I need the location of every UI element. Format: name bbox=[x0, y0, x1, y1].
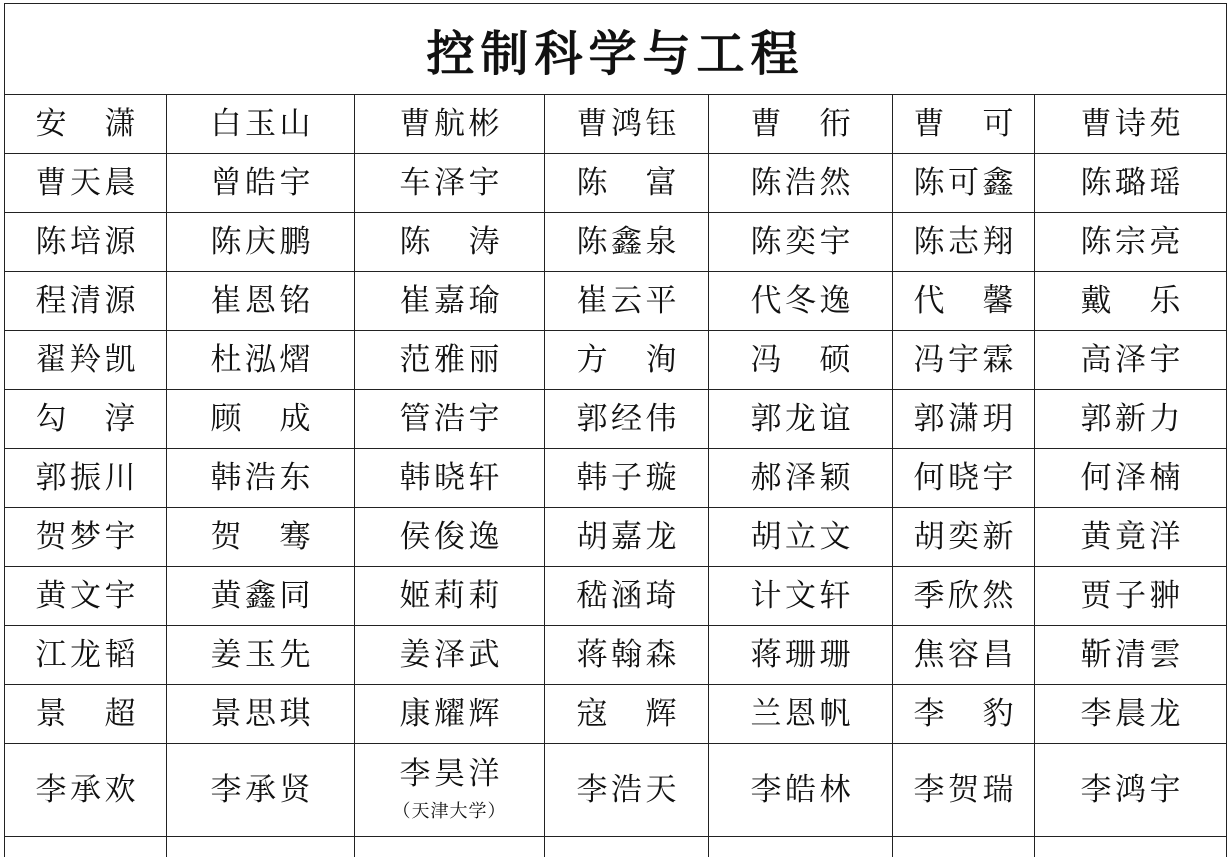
student-name: 方 洵 bbox=[577, 343, 677, 377]
student-name: 冯 硕 bbox=[751, 343, 851, 377]
student-name: 贺 骞 bbox=[211, 520, 311, 554]
student-name: 崔 云 平 bbox=[577, 284, 677, 318]
name-cell bbox=[1035, 626, 1227, 685]
student-name: 嵇 涵 琦 bbox=[577, 579, 677, 613]
student-name: 李 浩 天 bbox=[577, 773, 677, 807]
student-name: 黄 文 宇 bbox=[36, 579, 136, 613]
name-cell bbox=[355, 331, 545, 390]
name-cell bbox=[709, 626, 893, 685]
student-name: 安 潇 bbox=[36, 107, 136, 141]
name-cell bbox=[545, 449, 709, 508]
name-cell bbox=[355, 449, 545, 508]
student-name: 郭 龙 谊 bbox=[751, 402, 851, 436]
name-cell bbox=[355, 626, 545, 685]
name-cell bbox=[1035, 508, 1227, 567]
student-name: 郭 经 伟 bbox=[577, 402, 677, 436]
name-cell bbox=[355, 744, 545, 837]
name-cell bbox=[1035, 154, 1227, 213]
name-cell bbox=[1035, 95, 1227, 154]
student-name: 李 晨 龙 bbox=[1081, 697, 1181, 731]
name-cell bbox=[1035, 567, 1227, 626]
name-cell bbox=[545, 685, 709, 744]
student-name: 兰 恩 帆 bbox=[751, 697, 851, 731]
name-cell bbox=[5, 95, 167, 154]
name-cell bbox=[167, 272, 355, 331]
table-row bbox=[5, 744, 1227, 837]
student-name: 康 耀 辉 bbox=[400, 697, 500, 731]
name-cell bbox=[355, 95, 545, 154]
name-cell bbox=[5, 272, 167, 331]
name-cell bbox=[893, 837, 1035, 857]
student-name: 冯 宇 霖 bbox=[914, 343, 1014, 377]
student-name: 范 雅 丽 bbox=[400, 343, 500, 377]
student-name: 顾 成 bbox=[211, 402, 311, 436]
name-cell bbox=[5, 390, 167, 449]
student-name: 靳 清 雲 bbox=[1081, 638, 1181, 672]
name-cell bbox=[1035, 213, 1227, 272]
student-name: 侯 俊 逸 bbox=[400, 520, 500, 554]
name-cell bbox=[167, 390, 355, 449]
name-cell bbox=[545, 837, 709, 857]
table-row bbox=[5, 213, 1227, 272]
name-cell bbox=[167, 744, 355, 837]
name-cell bbox=[1035, 272, 1227, 331]
student-name: 李 皓 林 bbox=[751, 773, 851, 807]
student-list-document bbox=[4, 3, 1226, 852]
name-cell bbox=[545, 390, 709, 449]
name-cell bbox=[167, 567, 355, 626]
name-cell bbox=[1035, 331, 1227, 390]
name-cell bbox=[709, 508, 893, 567]
student-name: 崔 嘉 瑜 bbox=[400, 284, 500, 318]
name-cell bbox=[893, 95, 1035, 154]
student-name: 陈 可 鑫 bbox=[914, 166, 1014, 200]
name-cell bbox=[5, 508, 167, 567]
name-cell bbox=[545, 213, 709, 272]
student-name: 季 欣 然 bbox=[914, 579, 1014, 613]
table-row bbox=[5, 390, 1227, 449]
student-name: 高 泽 宇 bbox=[1081, 343, 1181, 377]
name-cell bbox=[545, 331, 709, 390]
student-name: 陈 涛 bbox=[400, 225, 500, 259]
name-cell bbox=[545, 626, 709, 685]
table-row bbox=[5, 567, 1227, 626]
student-name: 陈 富 bbox=[577, 166, 677, 200]
name-cell bbox=[893, 567, 1035, 626]
student-name: 程 清 源 bbox=[36, 284, 136, 318]
name-cell bbox=[5, 837, 167, 857]
name-cell bbox=[167, 626, 355, 685]
student-name: 寇 辉 bbox=[577, 697, 677, 731]
name-cell bbox=[355, 685, 545, 744]
student-name: 勾 淳 bbox=[36, 402, 136, 436]
student-name: 曾 皓 宇 bbox=[211, 166, 311, 200]
student-name: 曹 天 晨 bbox=[36, 166, 136, 200]
student-name: 曹 诗 苑 bbox=[1081, 107, 1181, 141]
name-cell bbox=[709, 95, 893, 154]
student-name: 代 馨 bbox=[914, 284, 1014, 318]
student-name: 陈 璐 瑶 bbox=[1081, 166, 1181, 200]
name-cell bbox=[545, 95, 709, 154]
name-cell bbox=[1035, 449, 1227, 508]
name-cell bbox=[709, 837, 893, 857]
student-name: 李 承 欢 bbox=[36, 773, 136, 807]
student-name: 李 承 贤 bbox=[211, 773, 311, 807]
name-cell bbox=[167, 331, 355, 390]
name-cell bbox=[355, 272, 545, 331]
table-row bbox=[5, 837, 1227, 857]
student-name: 胡 奕 新 bbox=[914, 520, 1014, 554]
name-cell bbox=[893, 390, 1035, 449]
name-cell bbox=[893, 744, 1035, 837]
name-cell bbox=[167, 154, 355, 213]
student-name: 黄 鑫 同 bbox=[211, 579, 311, 613]
student-name: 焦 容 昌 bbox=[914, 638, 1014, 672]
table-row bbox=[5, 626, 1227, 685]
page-title: 控制科学与工程 bbox=[427, 26, 805, 82]
student-name: 韩 晓 轩 bbox=[400, 461, 500, 495]
name-cell bbox=[5, 744, 167, 837]
student-name: 郭 新 力 bbox=[1081, 402, 1181, 436]
title-cell bbox=[5, 4, 1227, 95]
name-cell bbox=[5, 685, 167, 744]
student-name: 陈 浩 然 bbox=[751, 166, 851, 200]
table-row bbox=[5, 331, 1227, 390]
student-name: 曹 可 bbox=[914, 107, 1014, 141]
student-name: 计 文 轩 bbox=[751, 579, 851, 613]
student-name: 韩 浩 东 bbox=[211, 461, 311, 495]
student-name: 曹 鸿 钰 bbox=[577, 107, 677, 141]
student-name: 李 贺 瑞 bbox=[914, 773, 1014, 807]
student-name: 崔 恩 铭 bbox=[211, 284, 311, 318]
name-cell bbox=[1035, 685, 1227, 744]
name-cell bbox=[893, 331, 1035, 390]
name-cell bbox=[545, 508, 709, 567]
name-cell bbox=[709, 567, 893, 626]
name-cell bbox=[709, 390, 893, 449]
name-cell bbox=[893, 272, 1035, 331]
name-cell bbox=[1035, 837, 1227, 857]
name-cell bbox=[709, 213, 893, 272]
student-name: 管 浩 宇 bbox=[400, 402, 500, 436]
student-name: 景 思 琪 bbox=[211, 697, 311, 731]
student-name: 姬 莉 莉 bbox=[400, 579, 500, 613]
student-name: 翟 羚 凯 bbox=[36, 343, 136, 377]
name-cell bbox=[545, 154, 709, 213]
student-name: 陈 志 翔 bbox=[914, 225, 1014, 259]
student-name: 何 泽 楠 bbox=[1081, 461, 1181, 495]
name-cell bbox=[893, 626, 1035, 685]
student-name: 郝 泽 颖 bbox=[751, 461, 851, 495]
student-name: 贾 子 翀 bbox=[1081, 579, 1181, 613]
student-name: 江 龙 韬 bbox=[36, 638, 136, 672]
name-cell bbox=[167, 213, 355, 272]
student-name: 代 冬 逸 bbox=[751, 284, 851, 318]
student-name: 杜 泓 熠 bbox=[211, 343, 311, 377]
student-name: 陈 庆 鹏 bbox=[211, 225, 311, 259]
student-name: 胡 立 文 bbox=[751, 520, 851, 554]
name-cell bbox=[355, 508, 545, 567]
name-cell bbox=[5, 449, 167, 508]
name-cell bbox=[893, 213, 1035, 272]
affiliation-note: （天津大学） bbox=[393, 797, 507, 823]
table-row bbox=[5, 449, 1227, 508]
name-cell bbox=[167, 449, 355, 508]
table-row bbox=[5, 508, 1227, 567]
student-name: 胡 嘉 龙 bbox=[577, 520, 677, 554]
name-cell bbox=[893, 449, 1035, 508]
student-name: 李 鸿 宇 bbox=[1081, 773, 1181, 807]
name-cell bbox=[893, 508, 1035, 567]
student-name: 陈 宗 亮 bbox=[1081, 225, 1181, 259]
name-cell bbox=[893, 154, 1035, 213]
student-name: 曹 衎 bbox=[751, 107, 851, 141]
name-cell bbox=[709, 331, 893, 390]
table-row bbox=[5, 685, 1227, 744]
name-cell bbox=[355, 567, 545, 626]
student-name: 贺 梦 宇 bbox=[36, 520, 136, 554]
table-row bbox=[5, 272, 1227, 331]
name-cell bbox=[709, 449, 893, 508]
student-name: 车 泽 宇 bbox=[400, 166, 500, 200]
name-cell bbox=[893, 685, 1035, 744]
name-cell bbox=[167, 95, 355, 154]
student-name: 戴 乐 bbox=[1081, 284, 1181, 318]
name-cell bbox=[545, 567, 709, 626]
student-name: 景 超 bbox=[36, 697, 136, 731]
student-name: 何 晓 宇 bbox=[914, 461, 1014, 495]
name-cell bbox=[545, 744, 709, 837]
name-cell bbox=[709, 744, 893, 837]
name-table bbox=[4, 3, 1227, 857]
name-cell bbox=[355, 837, 545, 857]
student-name: 李 豹 bbox=[914, 697, 1014, 731]
student-name: 姜 泽 武 bbox=[400, 638, 500, 672]
name-cell bbox=[5, 626, 167, 685]
student-name: 黄 竟 洋 bbox=[1081, 520, 1181, 554]
name-cell bbox=[167, 837, 355, 857]
name-cell bbox=[167, 685, 355, 744]
name-cell bbox=[709, 685, 893, 744]
name-cell bbox=[355, 154, 545, 213]
student-name: 蒋 翰 森 bbox=[577, 638, 677, 672]
table-row bbox=[5, 154, 1227, 213]
name-cell bbox=[5, 213, 167, 272]
name-cell bbox=[1035, 744, 1227, 837]
student-name: 陈 鑫 泉 bbox=[577, 225, 677, 259]
name-cell bbox=[355, 390, 545, 449]
student-name: 郭 潇 玥 bbox=[914, 402, 1014, 436]
student-name: 蒋 珊 珊 bbox=[751, 638, 851, 672]
name-cell bbox=[5, 567, 167, 626]
name-cell bbox=[709, 154, 893, 213]
name-cell bbox=[5, 154, 167, 213]
student-name: 曹 航 彬 bbox=[400, 107, 500, 141]
table-row bbox=[5, 95, 1227, 154]
name-cell bbox=[355, 213, 545, 272]
name-cell bbox=[5, 331, 167, 390]
student-name: 姜 玉 先 bbox=[211, 638, 311, 672]
name-cell bbox=[709, 272, 893, 331]
student-name: 陈 培 源 bbox=[36, 225, 136, 259]
name-cell bbox=[545, 272, 709, 331]
student-name: 陈 奕 宇 bbox=[751, 225, 851, 259]
student-name: 白 玉 山 bbox=[211, 107, 311, 141]
name-cell bbox=[167, 508, 355, 567]
student-name: 郭 振 川 bbox=[36, 461, 136, 495]
student-name: 韩 子 璇 bbox=[577, 461, 677, 495]
student-name: 李 昊 洋 bbox=[400, 757, 500, 791]
name-cell bbox=[1035, 390, 1227, 449]
